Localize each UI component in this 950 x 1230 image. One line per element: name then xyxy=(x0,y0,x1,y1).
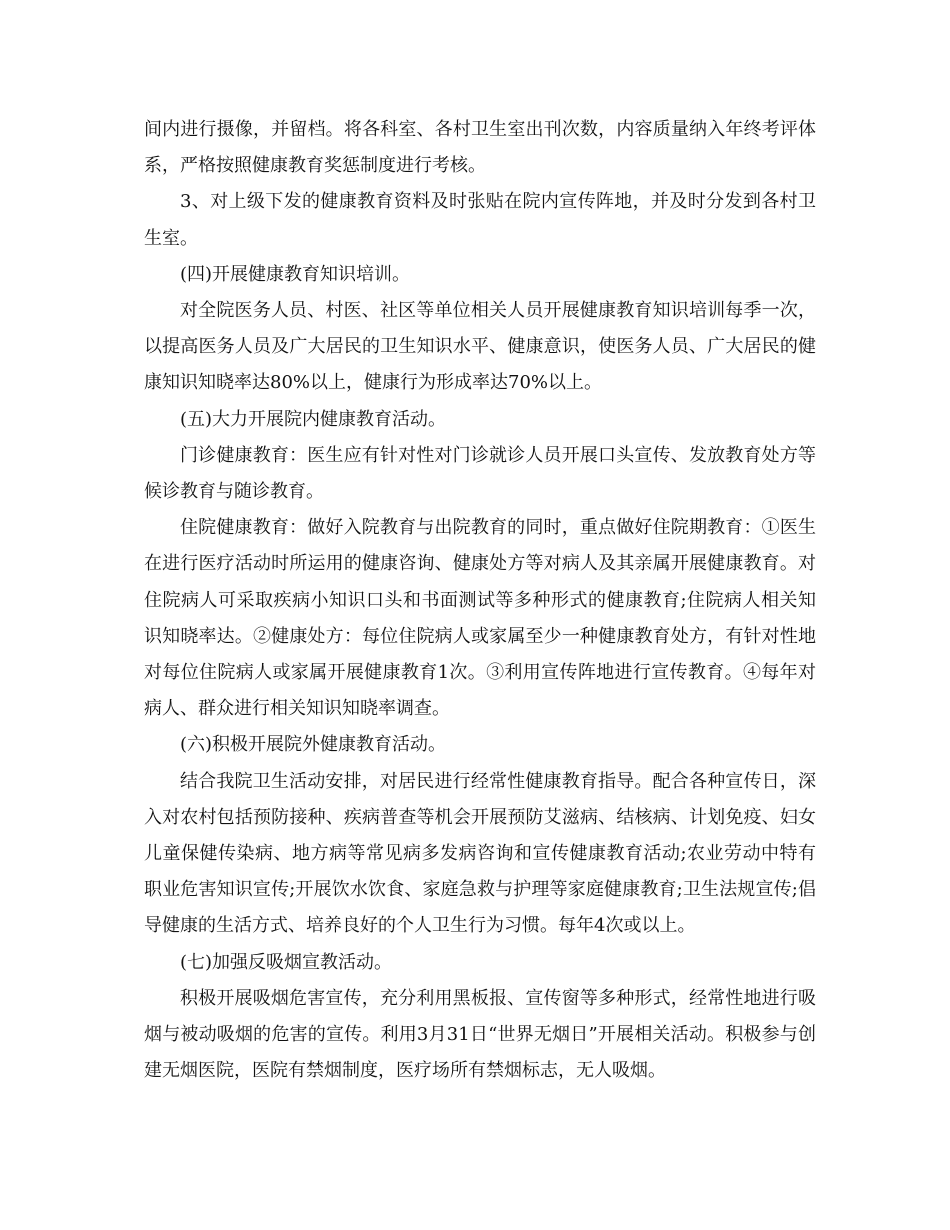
section-heading-5: (五)大力开展院内健康教育活动。 xyxy=(180,408,447,430)
paragraph-outreach: 结合我院卫生活动安排，对居民进行经常性健康教育指导。配合各种宣传日，深入对农村包括预防接种、疾病普查等机会开展预防艾滋病、结核病、计划免疫、妇女儿童保健传染病、地方病等常见病多发病咨询和宣传健康教育活动;农业劳动中特有职业危害知识宣传;开展饮水饮食、家庭急救与护理等家庭健康教育;卫生法规宣传;倡导健康的生活方式、培养良好的个人卫生行为习惯。每年4次或以上。 xyxy=(144,770,816,937)
paragraph-item-3: 3、对上级下发的健康教育资料及时张贴在院内宣传阵地，并及时分发到各村卫生室。 xyxy=(144,191,816,249)
section-heading-4: (四)开展健康教育知识培训。 xyxy=(180,263,411,285)
paragraph-anti-smoking: 积极开展吸烟危害宣传，充分利用黑板报、宣传窗等多种形式，经常性地进行吸烟与被动吸烟的危害的宣传。利用3月31日“世界无烟日”开展相关活动。积极参与创建无烟医院，医院有禁烟制度，医疗场所有禁烟标志，无人吸烟。 xyxy=(144,987,816,1082)
paragraph-outpatient: 门诊健康教育：医生应有针对性对门诊就诊人员开展口头宣传、发放教育处方等候诊教育与随诊教育。 xyxy=(144,444,816,503)
section-heading-6: (六)积极开展院外健康教育活动。 xyxy=(180,734,447,756)
paragraph-inpatient: 住院健康教育：做好入院教育与出院教育的同时，重点做好住院期教育：①医生在进行医疗活动时所运用的健康咨询、健康处方等对病人及其亲属开展健康教育。对住院病人可采取疾病小知识口头和书面测试等多种形式的健康教育;住院病人相关知识知晓率达。②健康处方：每位住院病人或家属至少一种健康教育处方，有针对性地对每位住院病人或家属开展健康教育1次。③利用宣传阵地进行宣传教育。④每年对病人、群众进行相关知识知晓率调查。 xyxy=(144,517,816,720)
paragraph-continuation: 间内进行摄像，并留档。将各科室、各村卫生室出刊次数，内容质量纳入年终考评体系，严格按照健康教育奖惩制度进行考核。 xyxy=(144,119,816,177)
document-body xyxy=(144,112,816,1089)
paragraph-training: 对全院医务人员、村医、社区等单位相关人员开展健康教育知识培训每季一次，以提高医务人员及广大居民的卫生知识水平、健康意识，使医务人员、广大居民的健康知识知晓率达80%以上，健康行为形成率达70%以上。 xyxy=(144,300,816,394)
section-heading-7: (七)加强反吸烟宣教活动。 xyxy=(180,951,393,973)
